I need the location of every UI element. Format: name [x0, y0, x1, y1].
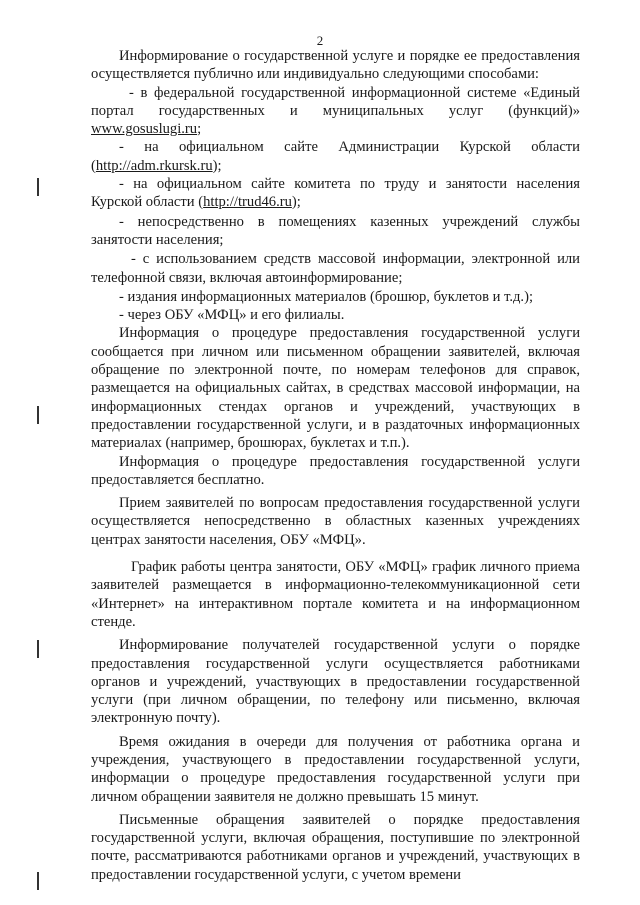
paragraph-media: - с использованием средств массовой информации, электронной или телефонной связи, включая автоинформирование; — [91, 251, 580, 286]
paragraph-mfc: - через ОБУ «МФЦ» и его филиалы. — [119, 307, 345, 324]
paragraph-publications: - издания информационных материалов (брошюр, буклетов и т.д.); — [119, 288, 533, 305]
margin-mark — [37, 640, 39, 658]
document-body — [91, 47, 580, 884]
page-number: 2 — [316, 33, 324, 48]
paragraph-trud-site — [91, 175, 580, 212]
adm-rkursk-link[interactable]: http://adm.rkursk.ru — [95, 157, 213, 174]
paragraph-waiting: Время ожидания в очереди для получения от работника органа и учреждения, участвующего в предоставлении государственной услуги, информации о процедуре предоставления государственной услуги при личном обращении заявителя не должно превышать 15 минут. — [91, 733, 580, 805]
paragraph-free: Информация о процедуре предоставления государственной услуги предоставляется бесплатно. — [91, 453, 580, 488]
trud46-link[interactable]: http://trud46.ru — [203, 194, 292, 211]
paragraph-premises: - непосредственно в помещениях казенных учреждений службы занятости населения; — [91, 213, 580, 248]
paragraph-gosuslugi — [91, 84, 580, 139]
paragraph-text: ); — [291, 194, 301, 211]
paragraph-text: - на официальном сайте комитета по труду и занятости населения Курской области ( — [91, 176, 580, 211]
paragraph-adm-site — [91, 138, 580, 175]
margin-mark — [37, 872, 39, 890]
paragraph-text: - в федеральной государственной информационной системе «Единый портал государственных и муниципальных услуг (функций)» — [91, 84, 580, 119]
paragraph-schedule: График работы центра занятости, ОБУ «МФЦ» график личного приема заявителей размещается в информационно-телекоммуникационной сети «Интернет» на интерактивном портале комитета и на информационном стенде. — [91, 559, 580, 630]
paragraph-intro: Информирование о государственной услуге и порядке ее предоставления осуществляется публично или индивидуально следующими способами: — [91, 48, 580, 83]
paragraph-text: ; — [197, 121, 202, 138]
paragraph-text: ); — [212, 157, 222, 174]
paragraph-written: Письменные обращения заявителей о порядке предоставления государственной услуги, включая обращения, поступившие по электронной почте, рассматриваются работниками органов и учреждений, участвующих в предоставлении государственной услуги, с учетом времени — [91, 811, 580, 883]
paragraph-informing: Информирование получателей государственной услуги о порядке предоставления государственной услуги осуществляется работниками органов и учреждений, участвующих в предоставлении государственной услуги (при личном обращении, по телефону или письменно, включая электронную почту). — [91, 637, 580, 727]
gosuslugi-link[interactable]: www.gosuslugi.ru — [91, 121, 198, 138]
paragraph-reception: Прием заявителей по вопросам предоставления государственной услуги осуществляется непосредственно в областных казенных учреждениях центрах занятости населения, ОБУ «МФЦ». — [91, 495, 580, 548]
margin-mark — [37, 406, 39, 424]
margin-mark — [37, 178, 39, 196]
paragraph-procedure-info: Информация о процедуре предоставления государственной услуги сообщается при личном или письменном обращении заявителей, включая обращение по электронной почте, по номерам телефонов для справок, размещается на официальных сайтах, в средствах массовой информации, на информационных стендах органов и учреждений, участвующих в предоставлении государственной услуги, и в раздаточных информационных материалах (например, брошюрах, буклетах и т.п.). — [91, 325, 580, 452]
paragraph-text: - на официальном сайте Администрации Курской области ( — [91, 139, 580, 174]
